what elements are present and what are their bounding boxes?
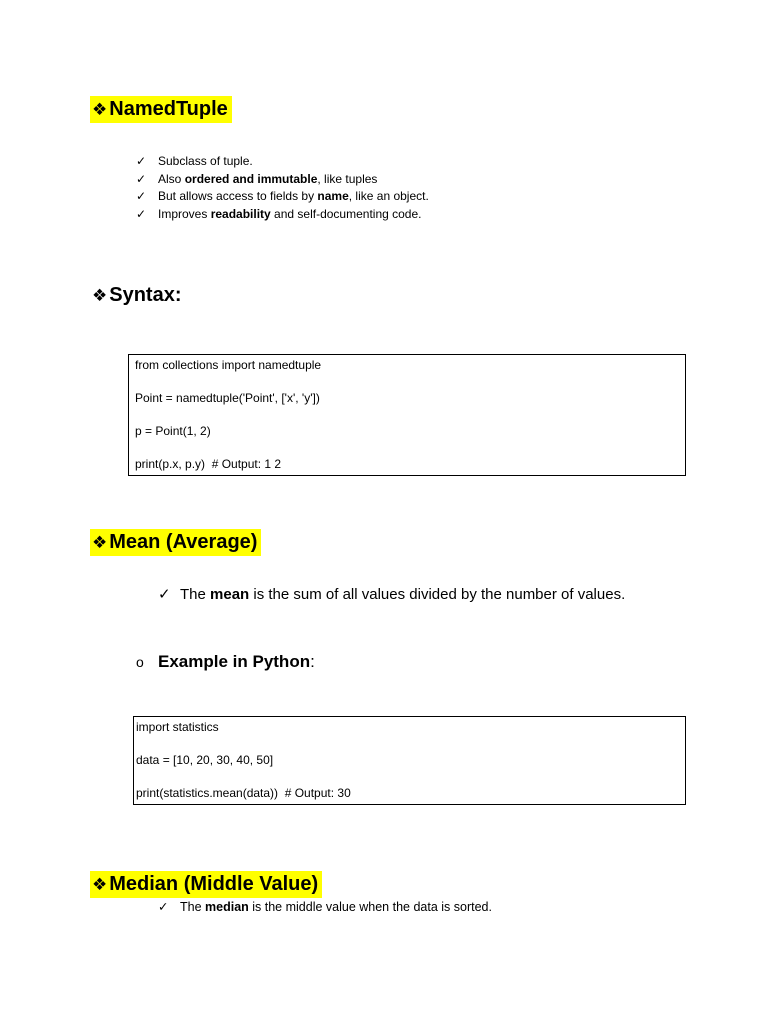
item-text: The: [180, 586, 211, 603]
median-section: [90, 871, 322, 898]
example-heading: [136, 652, 315, 672]
code-line: print(statistics.mean(data)) # Output: 30: [136, 786, 351, 800]
check-icon: ✓: [136, 171, 147, 186]
mean-heading: [90, 529, 261, 556]
item-bold-text: median: [205, 900, 249, 914]
item-text: Improves: [158, 206, 211, 221]
item-bold-text: name: [317, 189, 349, 203]
item-text: and self-documenting code.: [270, 206, 422, 221]
diamond-bullet-icon: ❖: [92, 100, 108, 119]
check-icon: ✓: [158, 586, 171, 603]
item-text: Also: [158, 171, 185, 186]
example-suffix: :: [310, 652, 315, 671]
median-heading: [90, 871, 322, 898]
code-line: p = Point(1, 2): [135, 424, 211, 438]
syntax-heading-text: Syntax:: [109, 284, 182, 306]
check-icon: ✓: [158, 900, 169, 914]
namedtuple-heading-text: NamedTuple: [109, 98, 228, 120]
item-text: Subclass of tuple.: [158, 154, 253, 168]
mean-section: [90, 529, 261, 556]
item-bold-text: mean: [210, 586, 250, 603]
item-text: , like tuples: [317, 171, 378, 186]
code-line: import statistics: [136, 720, 219, 734]
circle-bullet-icon: o: [136, 654, 144, 670]
mean-heading-text: Mean (Average): [109, 531, 258, 553]
diamond-bullet-icon: ❖: [92, 875, 108, 894]
diamond-bullet-icon: ❖: [92, 533, 108, 552]
list-item: [136, 206, 429, 224]
namedtuple-section: [90, 96, 232, 123]
item-text: , like an object.: [348, 189, 429, 203]
code-line: data = [10, 20, 30, 40, 50]: [136, 753, 274, 767]
list-item: [158, 585, 625, 605]
list-item: [136, 153, 429, 171]
item-text: is the middle value when the data is sorted.: [248, 900, 492, 914]
item-bold-text: ordered and immutable: [184, 171, 318, 186]
item-text: is the sum of all values divided by the number of values.: [249, 586, 626, 603]
syntax-heading: [90, 282, 186, 309]
namedtuple-heading: [90, 96, 232, 123]
code-line: from collections import namedtuple: [135, 358, 322, 372]
namedtuple-list: [136, 153, 429, 223]
list-item: [158, 899, 492, 917]
check-icon: ✓: [136, 206, 147, 221]
mean-code-box: [133, 716, 686, 805]
median-list: [158, 899, 492, 917]
check-icon: ✓: [136, 154, 147, 168]
diamond-bullet-icon: ❖: [92, 286, 108, 305]
code-line: Point = namedtuple('Point', ['x', 'y']): [135, 391, 320, 405]
syntax-section: [90, 282, 186, 309]
list-item: [136, 188, 429, 206]
list-item: [136, 171, 429, 189]
item-text: But allows access to fields by: [158, 189, 318, 203]
check-icon: ✓: [136, 189, 147, 203]
mean-list: [158, 585, 625, 605]
item-bold-text: readability: [210, 206, 271, 221]
example-title: Example in Python: [158, 652, 311, 671]
syntax-code-box: [128, 354, 686, 476]
code-line: print(p.x, p.y) # Output: 1 2: [135, 457, 282, 471]
median-heading-text: Median (Middle Value): [109, 873, 319, 895]
item-text: The: [180, 900, 206, 914]
